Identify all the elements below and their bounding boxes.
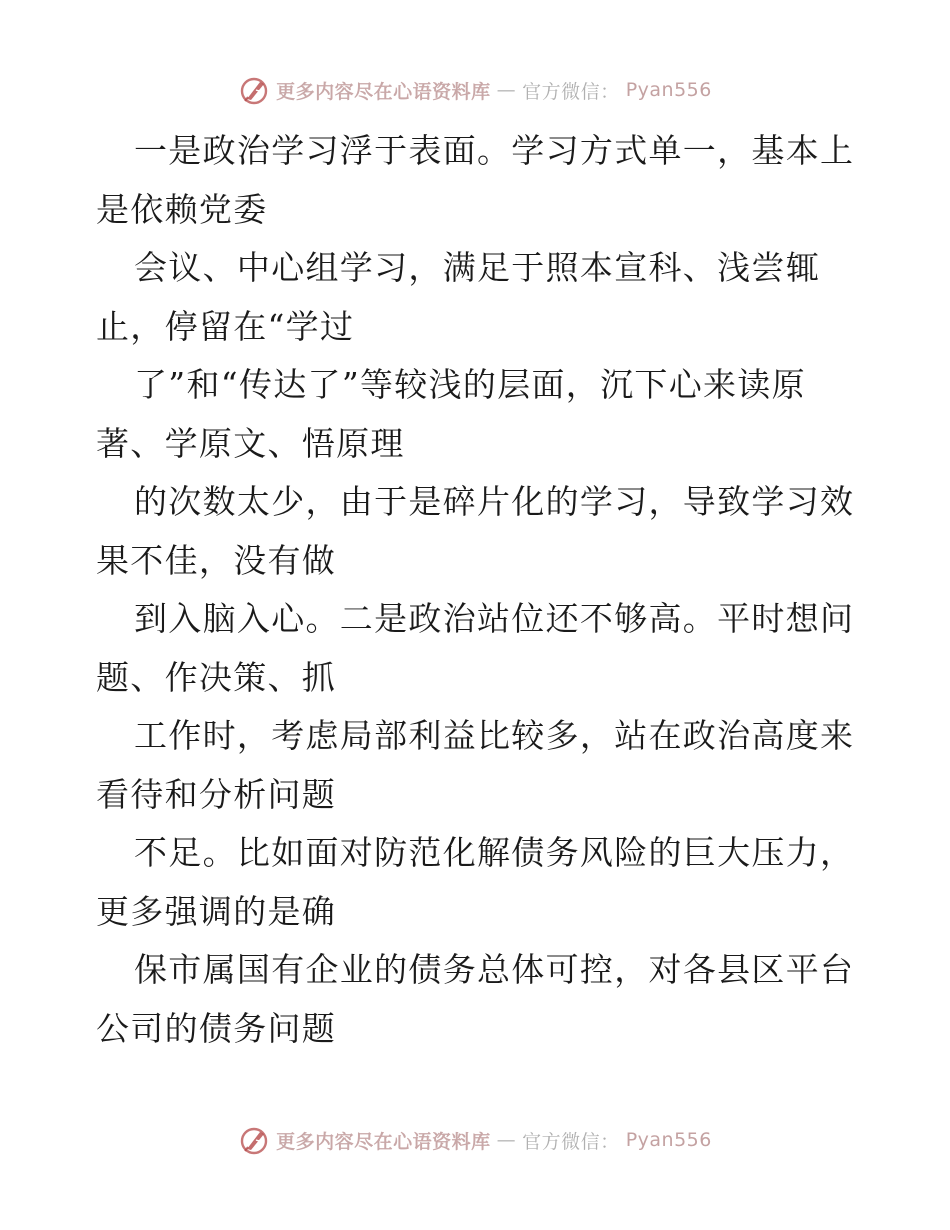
footer-watermark <box>0 1120 950 1160</box>
watermark-contact-id: Pyan556 <box>625 1129 712 1151</box>
paragraph-line: 更多强调的是确 <box>96 891 337 931</box>
quill-pen-logo-icon <box>238 1124 270 1156</box>
paragraph-6 <box>96 707 856 824</box>
watermark-group <box>238 1124 712 1156</box>
paragraph-5 <box>96 590 856 707</box>
paragraph-line: 果不佳，没有做 <box>96 540 337 580</box>
watermark-contact-label: 官方微信： <box>522 80 620 103</box>
watermark-title: 更多内容尽在心语资料库 <box>276 80 491 103</box>
paragraph-3 <box>96 356 856 473</box>
paragraph-7 <box>96 824 856 941</box>
watermark-separator: — <box>496 1129 517 1151</box>
header-watermark <box>0 70 950 110</box>
paragraph-line: 了”和“传达了”等较浅的层面，沉下心来读原 <box>134 365 806 404</box>
paragraph-line: 著、学原文、悟原理 <box>96 423 405 463</box>
paragraph-1 <box>96 122 856 239</box>
document-body <box>96 122 856 1058</box>
paragraph-line: 保市属国有企业的债务总体可控，对各县区平台 <box>134 950 855 989</box>
paragraph-line: 题、作决策、抓 <box>96 657 337 697</box>
paragraph-4 <box>96 473 856 590</box>
paragraph-line: 止，停留在“学过 <box>96 306 355 346</box>
watermark-group <box>238 74 712 106</box>
paragraph-line: 看待和分析问题 <box>96 774 337 814</box>
watermark-separator: — <box>496 79 517 101</box>
paragraph-line: 的次数太少，由于是碎片化的学习，导致学习效 <box>134 482 855 521</box>
paragraph-line: 公司的债务问题 <box>96 1008 337 1048</box>
watermark-contact-label: 官方微信： <box>522 1130 620 1153</box>
paragraph-2 <box>96 239 856 356</box>
quill-pen-logo-icon <box>238 74 270 106</box>
paragraph-line: 到入脑入心。二是政治站位还不够高。平时想问 <box>134 599 855 638</box>
paragraph-line: 会议、中心组学习，满足于照本宣科、浅尝辄 <box>134 248 820 287</box>
paragraph-line: 不足。比如面对防范化解债务风险的巨大压力， <box>134 833 855 872</box>
paragraph-line: 工作时，考虑局部利益比较多，站在政治高度来 <box>134 716 855 755</box>
paragraph-8 <box>96 941 856 1058</box>
watermark-title: 更多内容尽在心语资料库 <box>276 1130 491 1153</box>
paragraph-line: 是依赖党委 <box>96 189 268 229</box>
watermark-contact-id: Pyan556 <box>625 79 712 101</box>
paragraph-line: 一是政治学习浮于表面。学习方式单一，基本上 <box>134 131 855 170</box>
